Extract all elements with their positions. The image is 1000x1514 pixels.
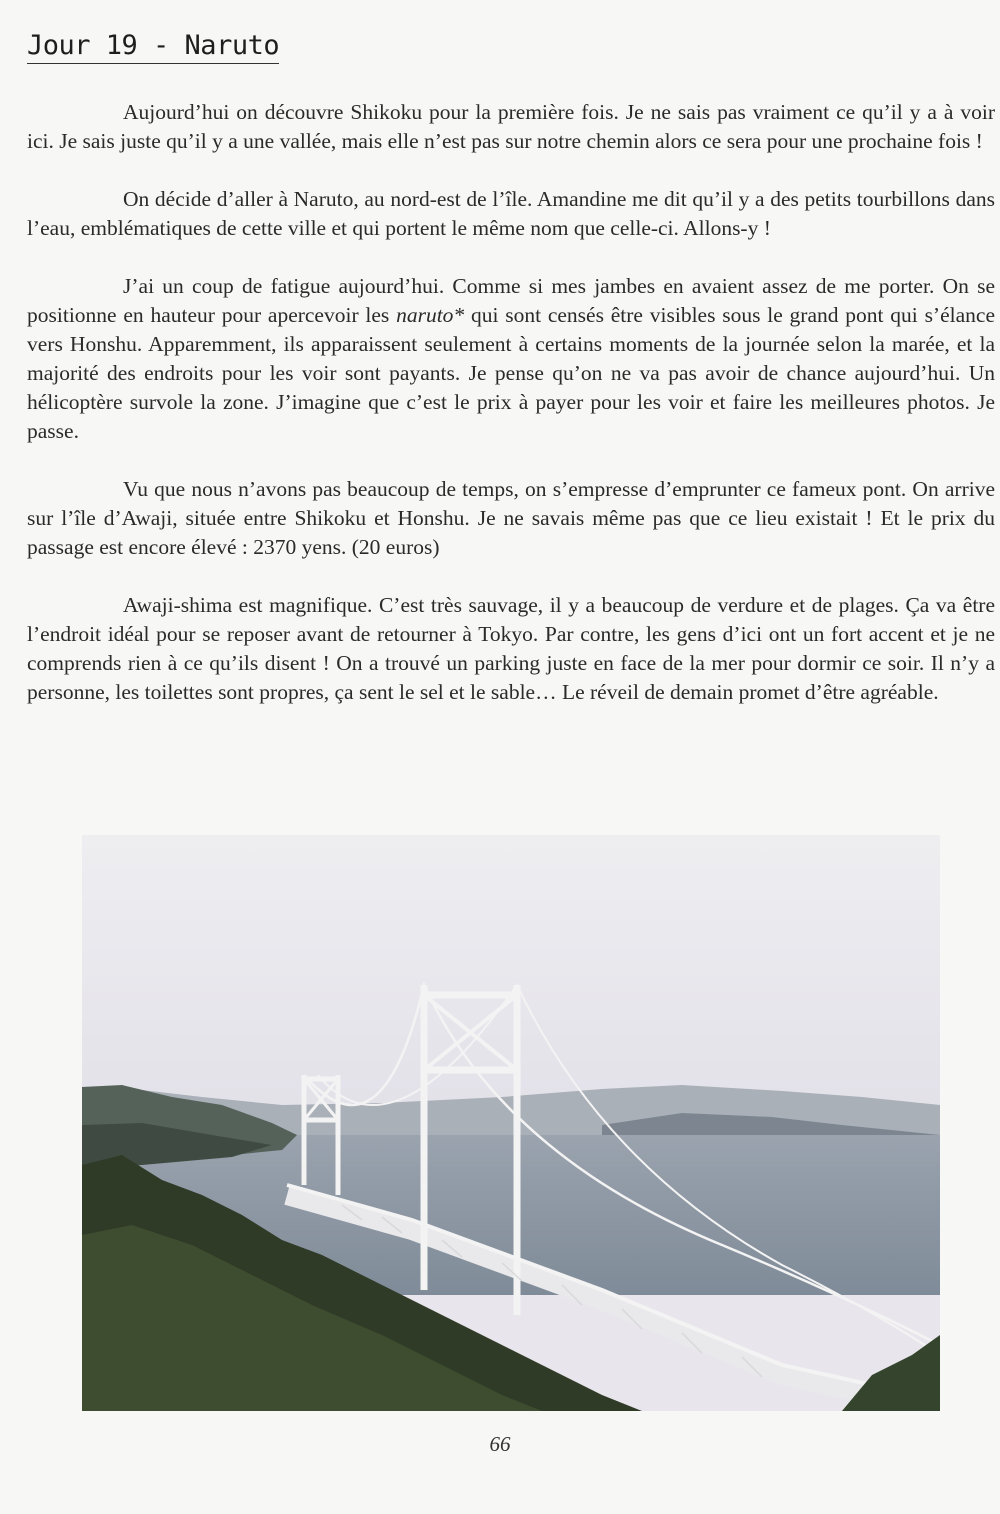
body-text bbox=[27, 98, 995, 736]
paragraph-3-start: J’ai un coup de fatigue aujourd’hui. Comme si mes jambes en avaient assez de me porter. On se positionne en hauteur pour apercevoir les bbox=[27, 274, 995, 327]
sky bbox=[82, 835, 940, 1135]
bridge-photo bbox=[82, 835, 940, 1411]
naruto-term: naruto* bbox=[396, 303, 465, 327]
paragraph-5: Awaji-shima est magnifique. C’est très sauvage, il y a beaucoup de verdure et de plages. Ça va être l’endroit idéal pour se reposer avant de retourner à Tokyo. Par contre, les gens d’ici ont un fort accent et je ne comprends rien à ce qu’ils disent ! On a trouvé un parking juste en face de la mer pour dormir ce soir. Il n’y a personne, les toilettes sont propres, ça sent le sel et le sable… Le réveil de demain promet d’être agréable. bbox=[27, 593, 995, 704]
page-title: Jour 19 - Naruto bbox=[27, 30, 279, 64]
paragraph-2: On décide d’aller à Naruto, au nord-est de l’île. Amandine me dit qu’il y a des petits tourbillons dans l’eau, emblématiques de cette ville et qui portent le même nom que celle-ci. Allons-y ! bbox=[27, 187, 995, 240]
paragraph-4: Vu que nous n’avons pas beaucoup de temps, on s’empresse d’emprunter ce fameux pont. On arrive sur l’île d’Awaji, située entre Shikoku et Honshu. Je ne savais même pas que ce lieu existait ! Et le prix du passage est encore élevé : 2370 yens. (20 euros) bbox=[27, 477, 995, 559]
paragraph-3-end: qui sont censés être visibles sous le grand pont qui s’élance vers Honshu. Apparemment, ils apparaissent seulement à certains moments de la journée selon la marée, et la majorité des endroits pour les voir sont payants. Je pense qu’on ne va pas avoir de chance aujourd’hui. Un hélicoptère survole la zone. J’imagine que c’est le prix à payer pour les voir et faire les meilleures photos. Je passe. bbox=[27, 303, 995, 443]
right-foliage bbox=[842, 1335, 940, 1411]
bridge-illustration bbox=[82, 835, 940, 1411]
page-number: 66 bbox=[489, 1432, 511, 1456]
paragraph-3 bbox=[27, 272, 995, 446]
paragraph-1: Aujourd’hui on découvre Shikoku pour la première fois. Je ne sais pas vraiment ce qu’il y a à voir ici. Je sais juste qu’il y a une vallée, mais elle n’est pas sur notre chemin alors ce sera pour une prochaine fois ! bbox=[27, 100, 995, 153]
